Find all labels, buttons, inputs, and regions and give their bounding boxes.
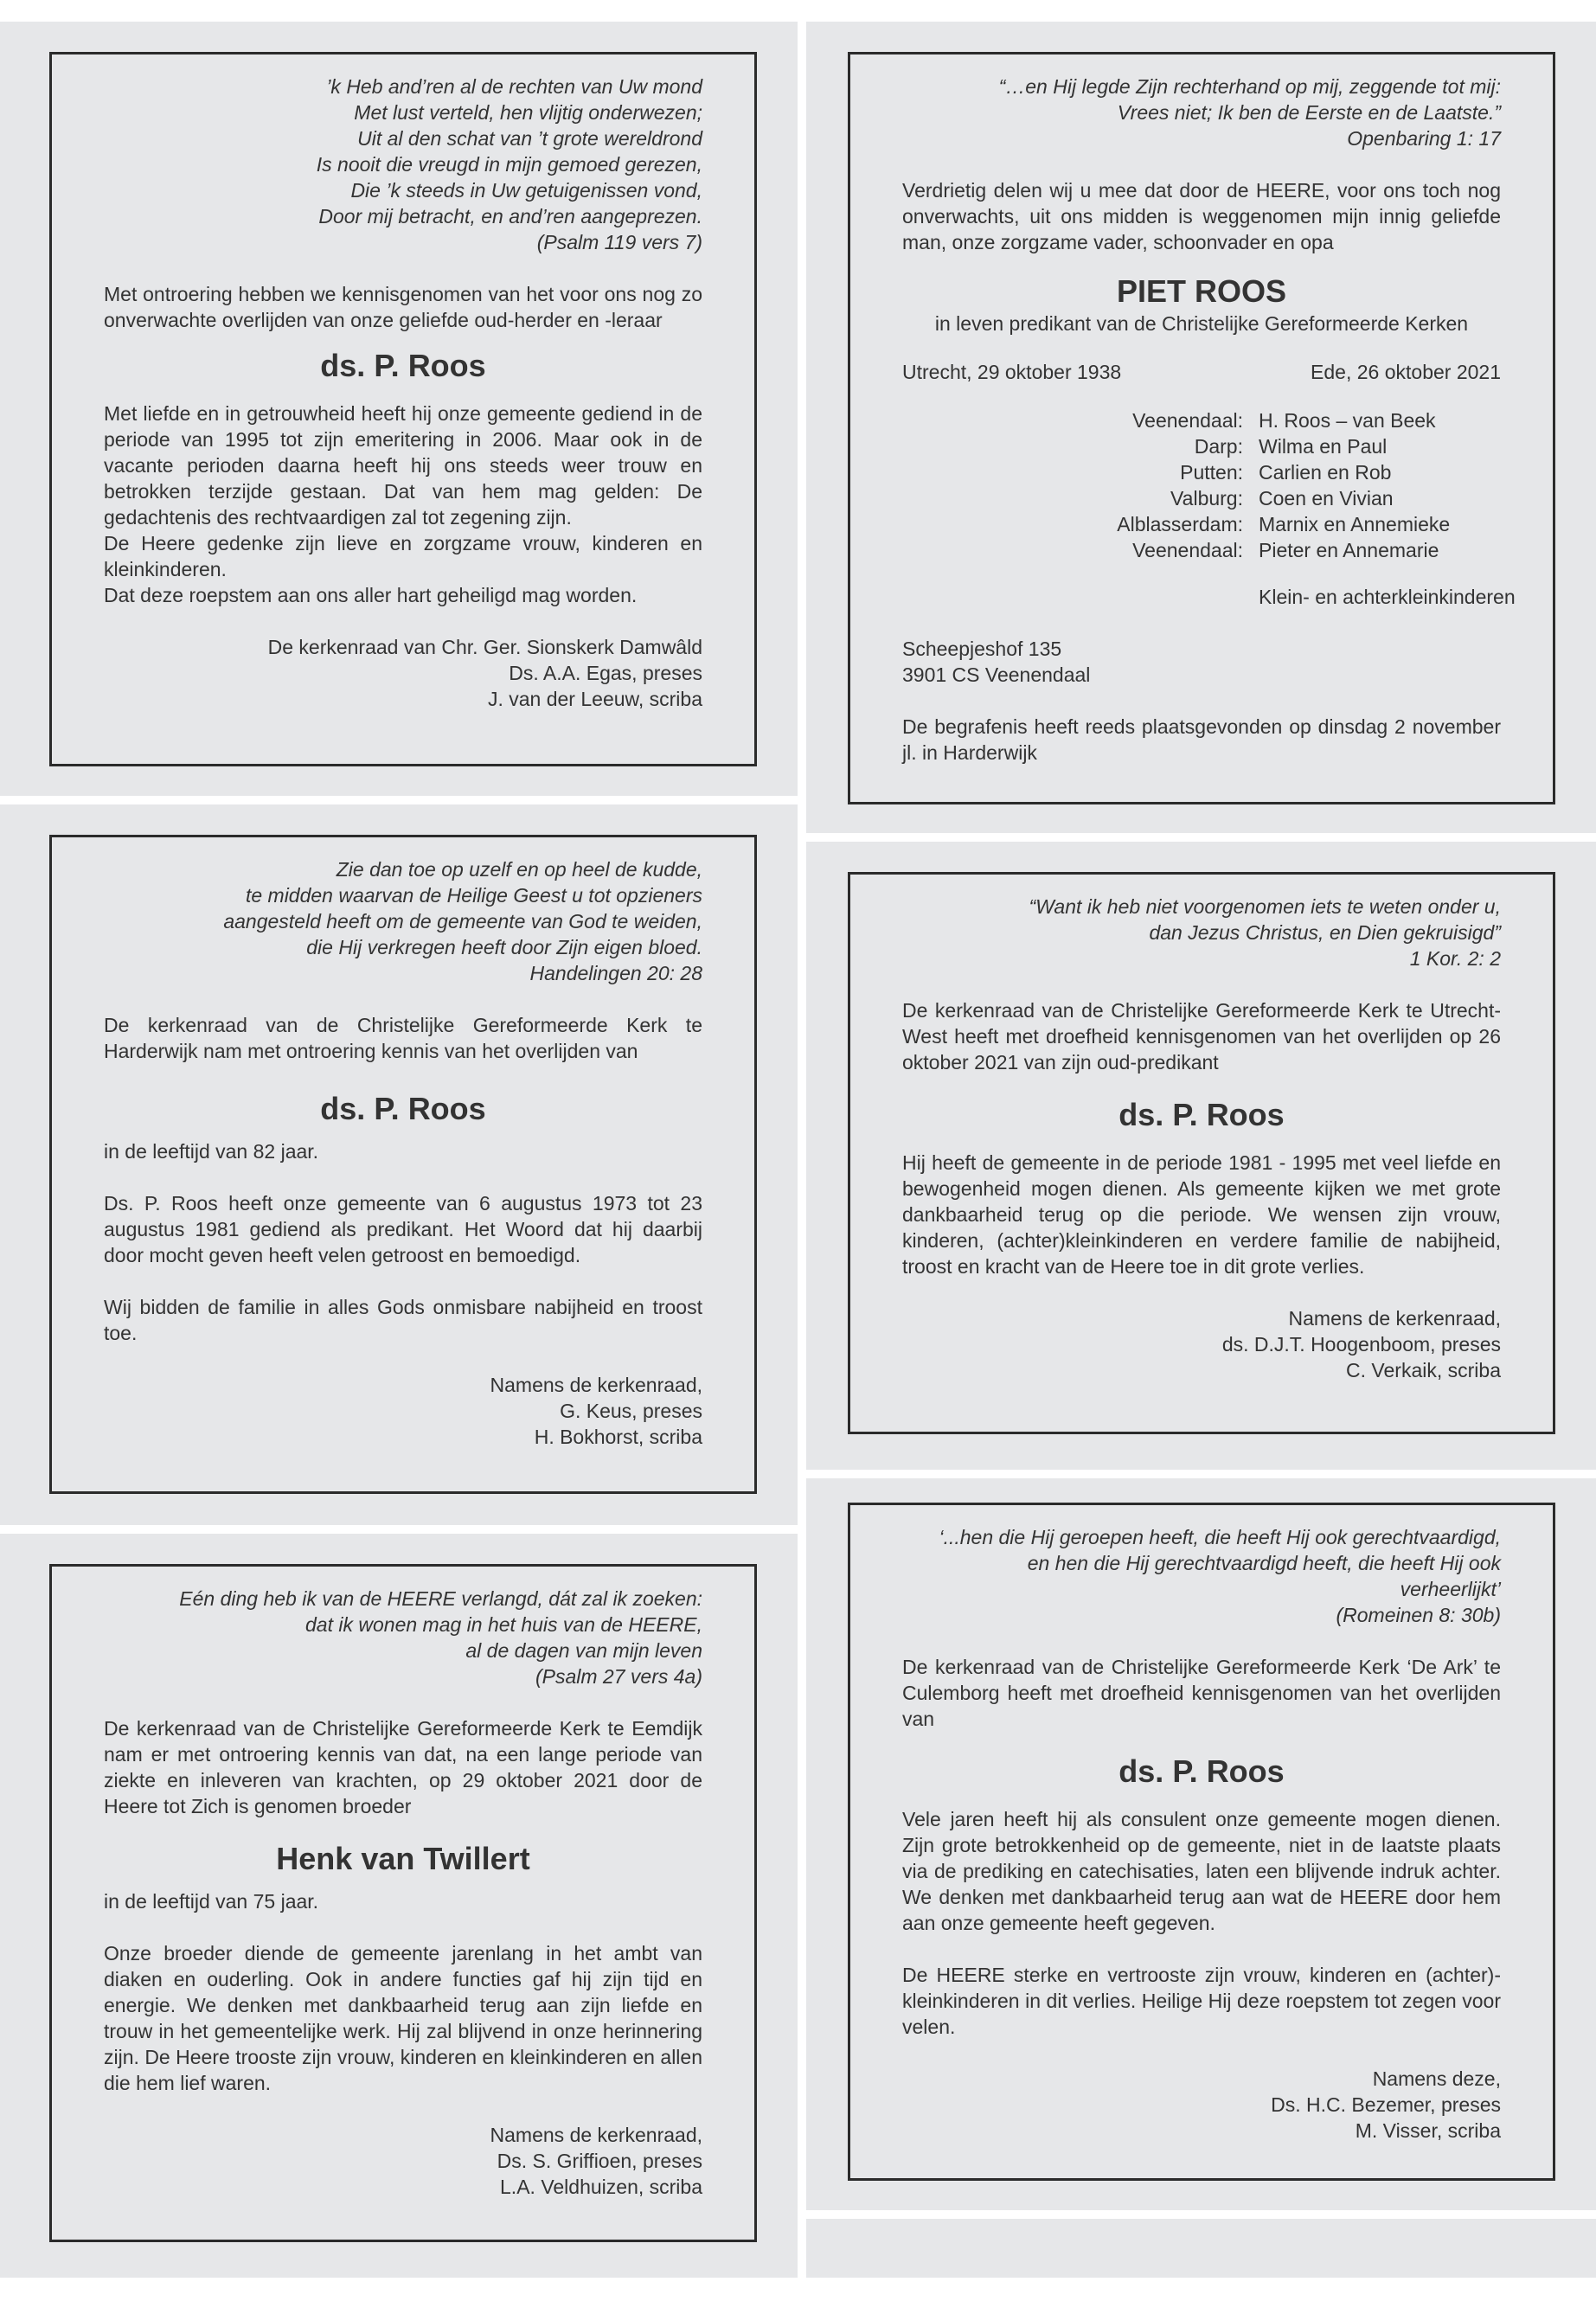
notice-harderwijk	[49, 835, 757, 1494]
death-date: Ede, 26 oktober 2021	[1311, 361, 1501, 383]
notice-body: De Heere gedenke zijn lieve en zorgzame vrouw, kinderen en kleinkinderen.	[104, 532, 702, 580]
panel-bottom-right-strip	[806, 2219, 1596, 2278]
notice-body: Onze broeder diende de gemeente jarenlang in het ambt van diaken en ouderling. Ook in andere functies gaf hij zijn tijd en energie. We denken met dankbaarheid terug aan zijn liefde en trouw in het gemeentelijke werk. Hij zal blijvend in onze herinnering zijn. De Heere trooste zijn vrouw, kinderen en kleinkinderen en allen die hem lief waren.	[104, 1942, 702, 2094]
revelation-quote: “…en Hij legde Zijn rechterhand op mij, zeggende tot mij: Vrees niet; Ik ben de Eerste en de Laatste.” Openbaring 1: 17	[998, 75, 1501, 150]
family-place: Darp:	[1194, 435, 1243, 458]
deceased-name: ds. P. Roos	[1118, 1753, 1285, 1789]
signature: Namens de kerkenraad, Ds. S. Griffioen, preses L.A. Veldhuizen, scriba	[490, 2124, 702, 2198]
notice-eemdijk	[49, 1564, 757, 2242]
deceased-name: PIET ROOS	[1116, 273, 1287, 309]
notice-body: Met liefde en in getrouwheid heeft hij onze gemeente gediend in de periode van 1995 tot zijn emeritering in 2006. Maar ook in de vacante perioden daarna heeft hij ons steeds weer trouw en betrokken terzijde gestaan. Dat van hem mag gelden: De gedachtenis des rechtvaardigen zal tot zegening zijn.	[104, 402, 702, 529]
family-names: Wilma en Paul	[1259, 435, 1388, 458]
age-line: in de leeftijd van 82 jaar.	[104, 1140, 319, 1163]
signature: Namens de kerkenraad, ds. D.J.T. Hoogenboom, preses C. Verkaik, scriba	[1221, 1307, 1501, 1381]
notice-body: Wij bidden de familie in alles Gods onmisbare nabijheid en troost toe.	[104, 1296, 702, 1344]
corinthians-quote: “Want ik heb niet voorgenomen iets te weten onder u, dan Jezus Christus, en Dien gekruisigd” 1 Kor. 2: 2	[1029, 895, 1501, 970]
notice-intro: De kerkenraad van de Christelijke Gereformeerde Kerk te Harderwijk nam met ontroering kennis van het overlijden van	[104, 1014, 702, 1062]
family-place: Valburg:	[1170, 487, 1243, 510]
notice-body: Hij heeft de gemeente in de periode 1981 - 1995 met veel liefde en bewogenheid mogen dienen. Als gemeente kijken we met grote dankbaarheid terug op die periode. We wensen zijn vrouw, kinderen, (achter)kleinkinderen en verdere familie de nabijheid, troost en kracht van de Heere toe in dit grote verlies.	[902, 1151, 1501, 1278]
family-place: Putten:	[1180, 461, 1243, 484]
deceased-subtitle: in leven predikant van de Christelijke Gereformeerde Kerken	[934, 312, 1469, 335]
family-names: Carlien en Rob	[1259, 461, 1392, 484]
deceased-name: ds. P. Roos	[320, 1091, 486, 1126]
notice-body: De HEERE sterke en vertrooste zijn vrouw, kinderen en (achter)-kleinkinderen in dit verlies. Heilige Hij deze roepstem tot zegen voor velen.	[902, 1964, 1501, 2038]
family-names: Coen en Vivian	[1259, 487, 1394, 510]
deceased-name: ds. P. Roos	[1118, 1097, 1285, 1132]
romans-quote: ‘...hen die Hij geroepen heeft, die heeft Hij ook gerechtvaardigd, en hen die Hij gerechtvaardigd heeft, die heeft Hij ook verheerlijkt’ (Romeinen 8: 30b)	[939, 1526, 1501, 1626]
family-place: Veenendaal:	[1132, 539, 1243, 561]
notice-family-roos	[848, 52, 1555, 804]
life-dates	[902, 359, 1501, 385]
age-line: in de leeftijd van 75 jaar.	[104, 1890, 319, 1913]
signature: Namens de kerkenraad, G. Keus, preses H. Bokhorst, scriba	[490, 1374, 702, 1448]
acts-quote: Zie dan toe op uzelf en op heel de kudde, te midden waarvan de Heilige Geest u tot opzieners aangesteld heeft om de gemeente van God te weiden, die Hij verkregen heeft door Zijn eigen bloed. Handelingen 20: 28	[223, 858, 702, 984]
signature: De kerkenraad van Chr. Ger. Sionskerk Damwâld Ds. A.A. Egas, preses J. van der Leeuw, scriba	[267, 636, 702, 710]
notice-intro: De kerkenraad van de Christelijke Gereformeerde Kerk te Utrecht-West heeft met droefheid kennisgenomen van het overlijden op 26 oktober 2021 van zijn oud-predikant	[902, 999, 1501, 1074]
notice-sionskerk-damwald	[49, 52, 757, 766]
notice-utrecht-west	[848, 872, 1555, 1434]
notice-body: Dat deze roepstem aan ons aller hart geheiligd mag worden.	[104, 584, 638, 606]
family-names: Marnix en Annemieke	[1259, 513, 1451, 535]
birth-date: Utrecht, 29 oktober 1938	[902, 361, 1122, 383]
notice-body: Ds. P. Roos heeft onze gemeente van 6 augustus 1973 tot 23 augustus 1981 gediend als predikant. Het Woord dat hij daarbij door mocht geven heeft velen getroost en bemoedigd.	[104, 1192, 702, 1266]
psalm-quote: ’k Heb and’ren al de rechten van Uw mond Met lust verteld, hen vlijtig onderwezen; Uit al den schat van ’t grote wereldrond Is nooit die vreugd in mijn gemoed gerezen, Die ’k steeds in Uw getuigenissen vond, Door mij betracht, en and’ren aangeprezen. (Psalm 119 vers 7)	[316, 75, 702, 253]
address: Scheepjeshof 135 3901 CS Veenendaal	[902, 638, 1091, 686]
family-names: Pieter en Annemarie	[1259, 539, 1439, 561]
notice-intro: De kerkenraad van de Christelijke Gereformeerde Kerk te Eemdijk nam er met ontroering kennis van dat, na een lange periode van ziekte en inleveren van krachten, op 29 oktober 2021 door de Heere tot Zich is genomen broeder	[104, 1717, 702, 1817]
notice-body: Vele jaren heeft hij als consulent onze gemeente mogen dienen. Zijn grote betrokkenheid op de gemeente, niet in de laatste plaats via de prediking en catechisaties, laten een blijvende indruk achter. We denken met dankbaarheid terug aan wat de HEERE door hem aan onze gemeente heeft gegeven.	[902, 1808, 1501, 1934]
funeral-info: De begrafenis heeft reeds plaatsgevonden op dinsdag 2 november jl. in Harderwijk	[902, 715, 1501, 764]
signature: Namens deze, Ds. H.C. Bezemer, preses M. Visser, scriba	[1271, 2067, 1501, 2142]
family-place: Alblasserdam:	[1117, 513, 1243, 535]
family-names: H. Roos – van Beek	[1259, 409, 1436, 432]
grandchildren: Klein- en achterkleinkinderen	[1259, 586, 1516, 608]
deceased-name: Henk van Twillert	[276, 1841, 530, 1876]
notice-intro: Met ontroering hebben we kennisgenomen van het voor ons nog zo onverwachte overlijden van onze geliefde oud-herder en -leraar	[104, 283, 702, 331]
notice-culemborg-de-ark	[848, 1503, 1555, 2181]
family-place: Veenendaal:	[1132, 409, 1243, 432]
notice-intro: Verdrietig delen wij u mee dat door de HEERE, voor ons toch nog onverwachts, uit ons midden is weggenomen mijn innig geliefde man, onze zorgzame vader, schoonvader en opa	[902, 179, 1501, 253]
family-list	[902, 407, 1516, 610]
notice-intro: De kerkenraad van de Christelijke Gereformeerde Kerk ‘De Ark’ te Culemborg heeft met droefheid kennisgenomen van het overlijden van	[902, 1656, 1501, 1730]
deceased-name: ds. P. Roos	[320, 348, 486, 383]
psalm-quote: Eén ding heb ik van de HEERE verlangd, dát zal ik zoeken: dat ik wonen mag in het huis van de HEERE, al de dagen van mijn leven (Psalm 27 vers 4a)	[179, 1587, 702, 1688]
